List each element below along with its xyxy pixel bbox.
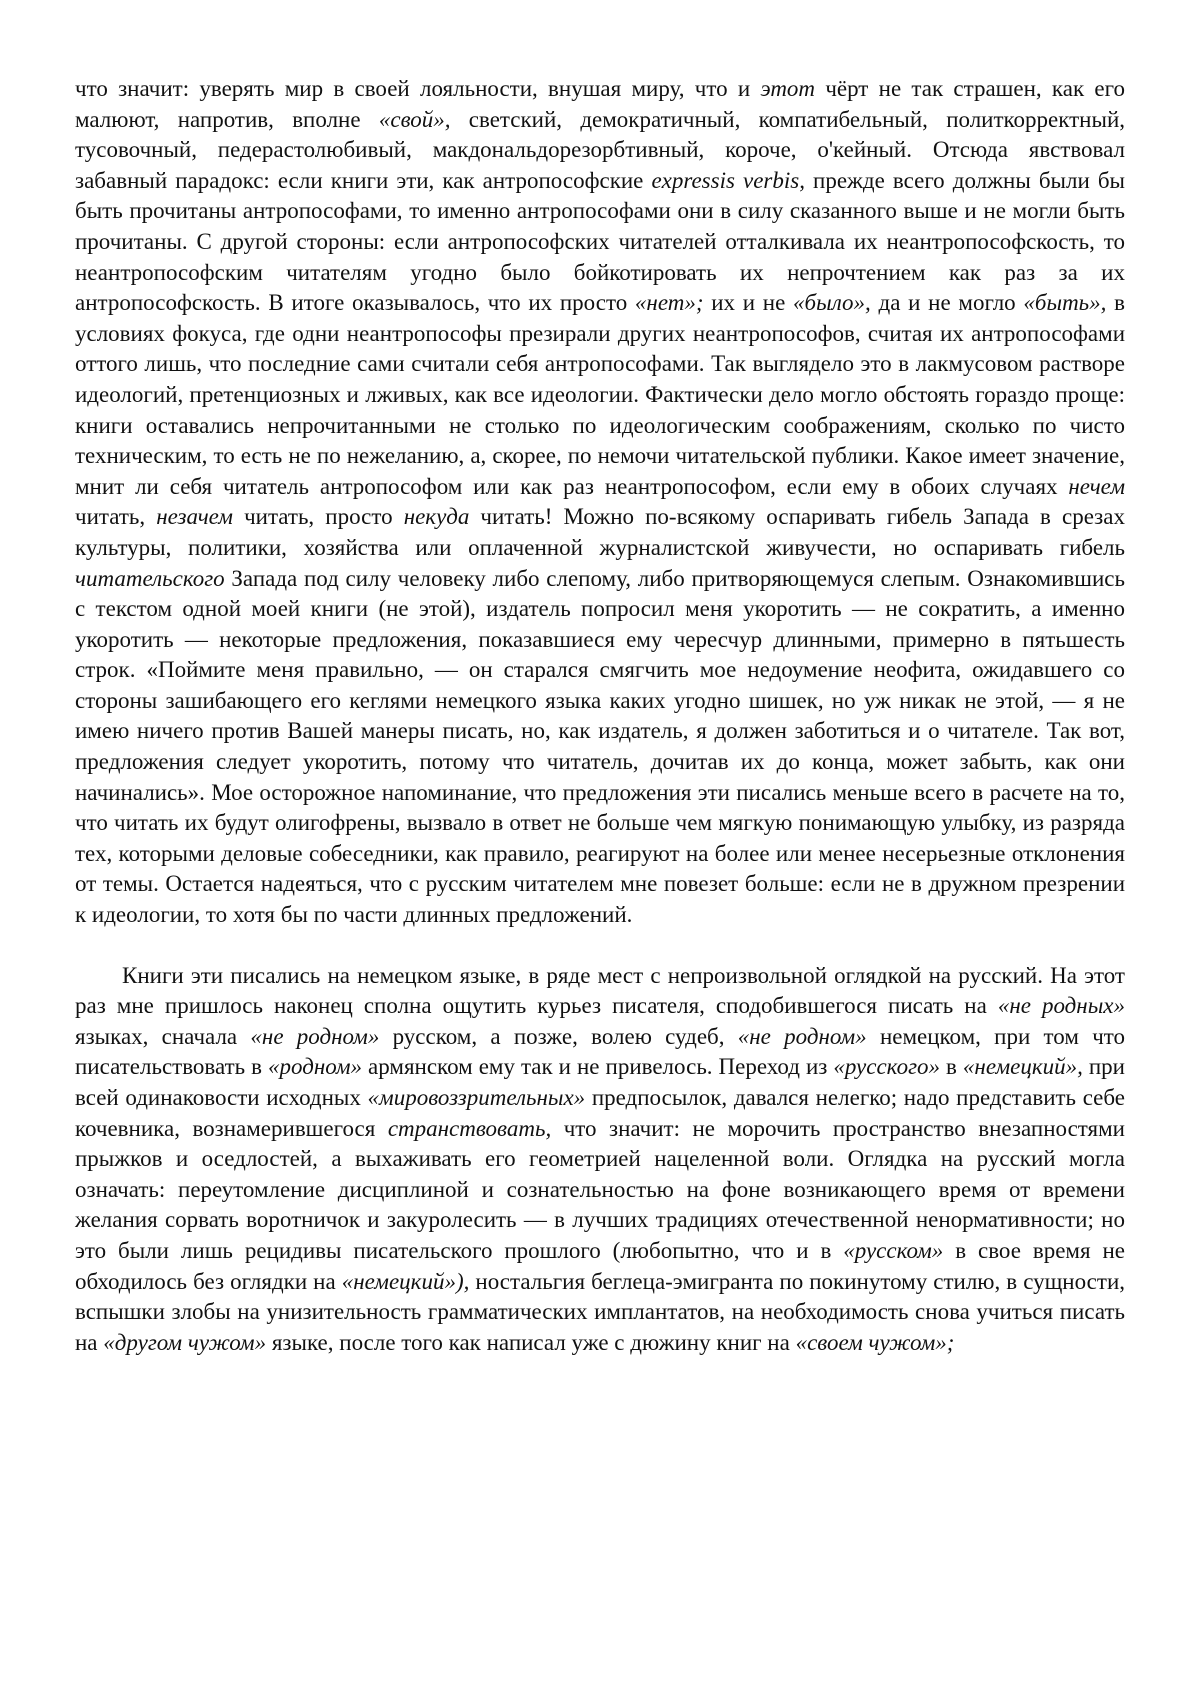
text-run: Запада под силу человеку либо слепому, либо притворяющемуся слепым. Ознакомившись с текстом одной моей книги (не этой), издатель попросил меня укоротить — не сократить, а именно укоротить — некоторые предложения, показавшиеся ему чересчур длинными, примерно в пятьшесть строк. «Поймите меня правильно, — он старался смягчить мое недоумение неофита, ожидавшего со стороны зашибающего его кеглями немецкого языка каких угодно шишек, но уж никак не этой, — я не имею ничего против Вашей манеры писать, но, как издатель, я должен заботиться и о читателе. Так вот, предложения следует укоротить, потому что читатель, дочитав их до конца, может забыть, как они начинались». Мое осторожное напоминание, что предложения эти писались меньше всего в расчете на то, что читать их будут олигофрены, вызвало в ответ не больше чем мягкую понимающую улыбку, из разряда тех, которыми деловые собеседники, как правило, реагируют на более или менее несерьезные отклонения от темы. Остается надеяться, что с русским читателем мне повезет больше: если не в дружном презрении к идеологии, то хотя бы по части длинных предложений. (75, 565, 1125, 928)
text-run: чёрт не так страшен, как его малюют, напротив, вполне (75, 76, 1125, 132)
emphasis-text: «немецкий», (962, 1054, 1083, 1080)
emphasis-text: «родном» (268, 1054, 363, 1080)
emphasis-text: странствовать, (387, 1115, 552, 1141)
emphasis-text: «немецкий»), (341, 1268, 470, 1294)
text-run: их и не (703, 290, 794, 316)
text-run: читать, просто (232, 504, 404, 530)
emphasis-text: читательского (75, 565, 225, 591)
emphasis-text: «мировоззрительных» (367, 1085, 586, 1110)
emphasis-text: «русском» (843, 1237, 944, 1263)
text-run: предпосылок, давался нелегко; надо представить себе кочевника, вознамерившегося (75, 1085, 1125, 1141)
emphasis-text: этот (760, 76, 816, 101)
emphasis-text: «свой», (378, 106, 451, 132)
text-run: русском, а позже, волею судеб, (379, 1023, 738, 1049)
emphasis-text: нечем (1068, 473, 1125, 499)
text-run: в условиях фокуса, где одни неантропософы презирали других неантропософов, считая их антропософами оттого лишь, что последние сами считали себя антропософами. Так выглядело это в лакмусовом растворе идеологий, претенциозных и лживых, как все идеологии. Фактически дело могло обстоять гораздо проще: книги оставались непрочитанными не столько по идеологическим соображениям, сколько по чисто техническим, то есть не по нежеланию, а, скорее, по немочи читательской публики. Какое имеет значение, мнит ли себя читатель антропософом или как раз неантропософом, если ему в обоих случаях (75, 290, 1125, 499)
text-run: немецком, при том что писательствовать в (75, 1023, 1126, 1080)
text-run: что значит: уверять мир в своей лояльности, внушая миру, что и (75, 76, 761, 101)
text-run: читать! Можно по-всякому оспаривать гибель Запада в срезах культуры, политики, хозяйства или оплаченной журналистской живучести, но оспаривать гибель (75, 504, 1125, 560)
emphasis-text: некуда (403, 504, 470, 530)
emphasis-text: «не родном» (737, 1023, 867, 1049)
text-run: да и не могло (870, 290, 1024, 316)
text-run: что значит: не морочить пространство внезапностями прыжков и оседлостей, а выхаживать его геометрией нацеленной воли. Оглядка на русский могла означать: переутомление дисциплиной и сознательностью на фоне возникающего время от времени желания сорвать воротничок и закуролесить — в лучших традициях отечественной ненормативности; но это были лишь рецидивы писательского прошлого (любопытно, что и в (75, 1115, 1125, 1263)
text-run: читать, (75, 504, 157, 530)
text-run: Книги эти писались на немецком языке, в ряде мест с непроизвольной оглядкой на русский. На этот раз мне пришлось наконец сполна ощутить курьез писателя, сподобившегося писать на (75, 962, 1125, 1019)
emphasis-text: «другом чужом» (103, 1329, 267, 1355)
emphasis-text: «своем чужом»; (795, 1329, 955, 1355)
emphasis-text: «не родном» (250, 1023, 380, 1049)
paragraph-1 (75, 74, 1125, 931)
emphasis-text: «русского» (833, 1054, 941, 1080)
text-run: языках, сначала (75, 1023, 251, 1049)
emphasis-text: «нет»; (634, 290, 704, 316)
text-run: ностальгия беглеца-эмигранта по покинутому стилю, в сущности, вспышки злобы на унизительность грамматических имплантатов, на необходимость снова учиться писать на (75, 1268, 1126, 1355)
emphasis-text: незачем (156, 504, 233, 530)
emphasis-text: expressis verbis, (651, 167, 805, 193)
emphasis-text: «быть», (1023, 290, 1107, 316)
emphasis-text: «было», (793, 290, 871, 316)
text-run: при всей одинаковости исходных (75, 1054, 1125, 1110)
emphasis-text: «не родных» (997, 993, 1125, 1019)
text-run: языке, после того как написал уже с дюжину книг на (266, 1329, 796, 1355)
text-run: армянском ему так и не привелось. Переход из (362, 1054, 834, 1080)
paragraph-2 (75, 961, 1125, 1359)
document-page (75, 74, 1125, 1358)
text-run: прежде всего должны были бы быть прочитаны антропософами, то именно антропософами они в силу сказанного выше и не могли быть прочитаны. С другой стороны: если антропософских читателей отталкивала их неантропософскость, то неантропософским читателям угодно было бойкотировать их непрочтением как раз за их антропософскость. В итоге оказывалось, что их просто (75, 167, 1125, 316)
text-run: светский, демократичный, компатибельный, политкорректный, тусовочный, педерастолюбивый, макдональдорезорбтивный, короче, о'кейный. Отсюда явствовал забавный парадокс: если книги эти, как антропософские (75, 106, 1126, 193)
text-run: в свое время не обходилось без оглядки на (75, 1237, 1126, 1294)
text-run: в (940, 1054, 963, 1080)
